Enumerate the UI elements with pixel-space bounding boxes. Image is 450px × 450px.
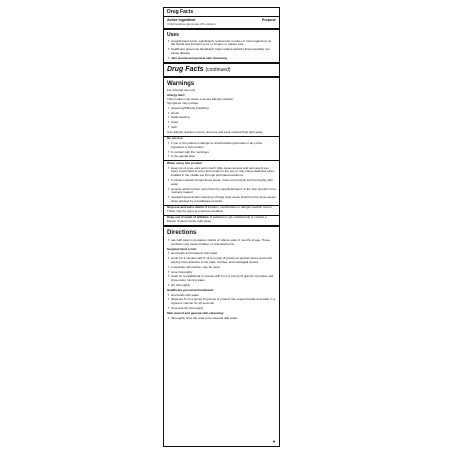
square-bullet-icon: ▪ — [168, 186, 170, 191]
purpose-heading: Purpose — [261, 17, 276, 22]
square-bullet-icon: ▪ — [168, 38, 170, 43]
square-bullet-icon: ▪ — [168, 165, 170, 170]
symptoms-intro: Symptoms may include: — [167, 100, 199, 105]
list-item: ▪ rinse thoroughly — [168, 269, 193, 274]
label-title: Drug Facts — [167, 9, 194, 15]
square-bullet-icon: ▪ — [168, 238, 170, 243]
list-item: ▪ wheezing/difficulty breathing — [168, 105, 209, 110]
list-item: ▪ dry thoroughly — [168, 283, 191, 288]
stop-use-text: Stop use and ask a doctor if irritation, sensitization or allergic reaction occurs. These may be signs of a serious condition. — [167, 205, 273, 214]
allergy-heading: Allergy alert: — [167, 93, 186, 98]
warnings-heading: Warnings — [167, 80, 195, 87]
handwash-heading: Healthcare personnel handwash: — [167, 287, 215, 292]
list-item: ▪ rinse and dry thoroughly — [168, 306, 204, 311]
when-using-heading: When using this product — [167, 160, 203, 165]
divider — [164, 28, 279, 30]
list-item: ▪ wounds which involve more than the superficial layers of the skin should not be routinely treated — [168, 186, 276, 195]
list-item: ▪ in contact with the meninges — [168, 149, 209, 154]
square-bullet-icon: ▪ — [168, 292, 170, 297]
square-bullet-icon: ▪ — [168, 283, 170, 288]
list-item: ▪ skin wound and general skin cleansing — [168, 55, 227, 60]
ingredient-description: Chlorhexidine gluconate 4% solution — [167, 21, 216, 26]
square-bullet-icon: ▪ — [168, 297, 170, 302]
square-bullet-icon: ▪ — [168, 110, 170, 115]
square-bullet-icon: ▪ — [168, 154, 170, 159]
skin-cleansing-heading: Skin wound and general skin cleansing: — [167, 310, 225, 315]
list-item: ▪ surgical hand scrub: significantly reduces the number of microorganisms on the hands and forearms prior to surgery or patient care — [168, 38, 272, 47]
list-item: ▪ hives — [168, 120, 179, 125]
list-item: ▪ wet hands and forearms with water — [168, 251, 218, 256]
square-bullet-icon: ▪ — [168, 274, 170, 279]
triangle-down-arrow-icon: ▼ — [272, 439, 276, 444]
square-bullet-icon: ▪ — [168, 140, 170, 145]
list-item: ▪ repeated general skin cleansing of large body areas should not be done except when advised by a healthcare provider — [168, 195, 276, 203]
square-bullet-icon: ▪ — [168, 195, 170, 200]
list-item: ▪ a separate nail cleaner may be used — [168, 264, 220, 269]
continued-title: Drug Facts (continued) — [167, 65, 231, 73]
list-item: ▪ healthcare personnel handwash: helps reduce bacteria that potentially can cause disease — [168, 47, 270, 55]
list-item: ▪ in the genital area — [168, 154, 195, 159]
list-item: ▪ wet hands with water — [168, 292, 200, 297]
list-item: ▪ if you or the patient is allergic to chlorhexidine gluconate or any other ingredient in this product — [168, 140, 263, 149]
list-item: ▪ use with care in premature infants or infants under 2 months of age. These products may cause irritation or chemical burns. — [168, 238, 270, 246]
allergy-text: This product may cause a severe allergic reaction. — [167, 97, 234, 102]
square-bullet-icon: ▪ — [168, 264, 170, 269]
list-item: ▪ wash for an additional 3 minutes with 5 ml (1 pump) (5 grams) of product and rinse under running water — [168, 274, 274, 283]
square-bullet-icon: ▪ — [168, 306, 170, 311]
list-item: ▪ thoroughly rinse the area to be cleaned with water — [168, 315, 238, 320]
square-bullet-icon: ▪ — [168, 177, 170, 182]
list-item: ▪ dispense 5 ml (1 pump) (5 grams) of product into cupped hands and wash in a vigorous manner for 15 seconds — [168, 297, 275, 306]
divider — [164, 225, 279, 227]
divider — [164, 76, 279, 78]
drug-facts-label — [163, 7, 280, 447]
square-bullet-icon: ▪ — [168, 105, 170, 110]
list-item: ▪ shock — [168, 110, 179, 115]
square-bullet-icon: ▪ — [168, 115, 170, 120]
list-item: ▪ rash — [168, 124, 177, 129]
uses-heading: Uses — [167, 31, 179, 38]
list-item: ▪ facial swelling — [168, 115, 190, 120]
divider — [164, 16, 279, 17]
list-item: ▪ if solution should contact these areas, rinse out promptly and thoroughly with water — [168, 177, 273, 186]
children-text: Keep out of reach of children. If swallowed, get medical help or contact a Poison Control Center right away. — [167, 215, 267, 224]
square-bullet-icon: ▪ — [168, 149, 170, 154]
directions-heading: Directions — [167, 230, 197, 237]
divider — [164, 62, 279, 64]
square-bullet-icon: ▪ — [168, 315, 170, 320]
square-bullet-icon: ▪ — [168, 55, 170, 60]
square-bullet-icon: ▪ — [168, 124, 170, 129]
square-bullet-icon: ▪ — [168, 251, 170, 256]
list-item: ▪ scrub for 3 minutes with 5 ml (1 pump) (5 grams) of product and a wet brush paying close attention to the nails, cuticles, and interdigital spaces — [168, 256, 273, 265]
external-use-text: For external use only — [167, 87, 196, 92]
allergy-outro: If an allergic reaction occurs, stop use and seek medical help right away. — [167, 129, 264, 134]
do-not-use-heading: Do not use — [167, 136, 183, 141]
square-bullet-icon: ▪ — [168, 47, 170, 52]
surgical-scrub-heading: Surgical hand scrub: — [167, 246, 197, 251]
square-bullet-icon: ▪ — [168, 120, 170, 125]
active-ingredient-heading: Active ingredient — [167, 17, 196, 22]
list-item: ▪ keep out of eyes, ears and mouth. May cause serious and permanent eye injury if permitted to enter and remain in the eye or may cause deafness when instilled in the middle ear through perforated eardrums. — [168, 165, 275, 178]
square-bullet-icon: ▪ — [168, 269, 170, 274]
square-bullet-icon: ▪ — [168, 256, 170, 261]
